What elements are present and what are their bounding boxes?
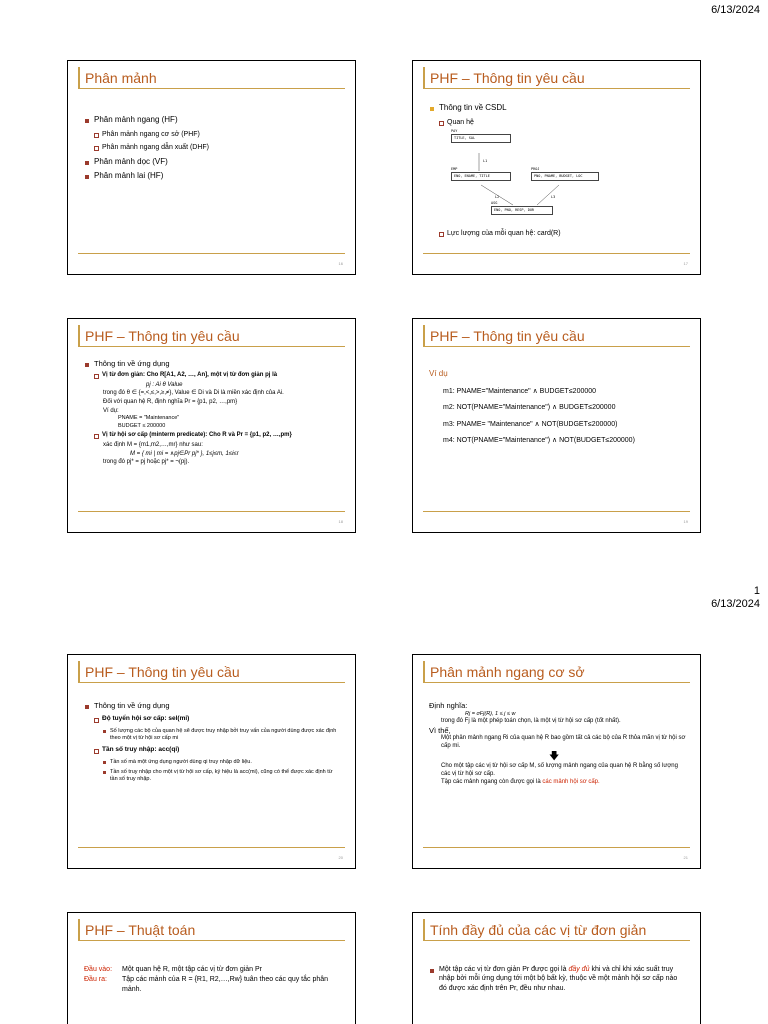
bullet-item: Thông tin về CSDL <box>429 103 686 114</box>
slide-phf-csdl <box>412 60 701 275</box>
relation-pay <box>451 129 511 142</box>
slide-number: 20 <box>338 855 343 860</box>
text-line: Một phân mảnh ngang Ri của quan hệ R bao gồm tất cả các bộ của R thỏa mãn vị từ hội sơ cấp mi. <box>441 735 686 750</box>
output-row <box>84 975 341 994</box>
slide-title-box <box>78 919 345 941</box>
slide-title: Phân mảnh ngang cơ sở <box>430 664 585 680</box>
minterm-line: m3: PNAME= "Maintenance" ∧ NOT(BUDGET≤200000) <box>443 420 618 428</box>
slide-footer-line <box>78 847 345 848</box>
slide-phan-manh <box>67 60 356 275</box>
text-line: trong đó θ ∈ {=,<,≤,>,≥,≠}, Value ∈ Di và Di là miền xác định của Ai. <box>103 390 284 397</box>
page-number: 1 <box>753 585 760 597</box>
slide-content <box>429 701 686 786</box>
input-row <box>84 965 341 974</box>
detail-item: Số lượng các bộ của quan hệ sẽ được truy nhập bởi truy vấn của người dùng được xác định theo một vị từ hội sơ cấp mi <box>102 728 341 743</box>
example-label: Ví dụ <box>429 369 448 378</box>
slide-title-box <box>423 325 690 347</box>
text-part: khi và chỉ khi xác suất truy nhập bởi mỗi ứng dụng tới một bộ bất kỳ, thuộc về một mảnh hội sơ cấp nào đó được xác định trên Pr, đều như nhau. <box>439 966 678 992</box>
detail-item: Tần số truy nhập cho một vị từ hội sơ cấp, ký hiệu là acc(mi), cũng có thể được xác định từ tần số truy nhập. <box>102 769 341 784</box>
slide-title: Phân mảnh <box>85 70 157 86</box>
formula-line: Rj = σFj(R), 1 ≤ j ≤ w <box>465 710 516 717</box>
relation-attrs: PNO, PNAME, BUDGET, LOC <box>531 172 599 181</box>
relation-attrs: TITLE, SAL <box>451 134 511 143</box>
slide-title-box <box>423 661 690 683</box>
bullet-item: Phân mảnh dọc (VF) <box>84 157 341 168</box>
bullet-item: Phân mảnh lai (HF) <box>84 171 341 182</box>
relation-emp <box>451 167 511 180</box>
slide-content <box>84 701 341 787</box>
sub-bullet-item: Lực lượng của mỗi quan hệ: card(R) <box>438 229 686 238</box>
slide-title: PHF – Thông tin yêu cầu <box>430 70 585 86</box>
slide-title-box <box>78 67 345 89</box>
slide-phan-manh-ngang-co-so <box>412 654 701 869</box>
text-line: xác định M = {m1,m2,…,mr} như sau: <box>103 441 203 448</box>
sub-bullet-item: Quan hệ <box>438 118 686 127</box>
slide-phf-thuat-toan <box>67 912 356 1024</box>
slide-title-box <box>78 661 345 683</box>
output-text: Tập các mảnh của R = {R1, R2,…,Rw} tuân theo các quy tắc phân mảnh. <box>122 976 329 993</box>
relation-asg <box>491 201 553 214</box>
schema-diagram <box>451 129 611 229</box>
slide-content <box>429 965 686 997</box>
slide-footer-line <box>423 253 690 254</box>
example-line: PNAME = "Maintenance" <box>118 415 180 422</box>
bullet-item: Thông tin về ứng dụng <box>84 701 341 711</box>
relation-attrs: ENO, ENAME, TITLE <box>451 172 511 181</box>
slide-content <box>84 965 341 994</box>
slide-title: PHF – Thông tin yêu cầu <box>85 664 240 680</box>
relation-proj <box>531 167 599 180</box>
link-label: L1 <box>483 159 488 164</box>
bullet-item: Phân mảnh ngang (HF) <box>84 115 341 126</box>
slide-number: 19 <box>683 519 688 524</box>
slide-title-box <box>423 67 690 89</box>
slide-number: 21 <box>683 855 688 860</box>
slide-content <box>429 369 686 453</box>
minterm-line: m1: PNAME="Maintenance" ∧ BUDGET≤200000 <box>443 387 597 395</box>
slide-footer-line <box>78 253 345 254</box>
sub-bullet-item: Tần số truy nhập: acc(qi) <box>93 746 341 755</box>
text-line: Định nghĩa: <box>429 701 468 710</box>
slide-phf-ung-dung <box>67 318 356 533</box>
slide-footer-line <box>423 847 690 848</box>
slide-title: PHF – Thông tin yêu cầu <box>430 328 585 344</box>
text-part: Tập các mảnh ngang còn được gọi là <box>441 778 541 785</box>
input-label: Đầu vào: <box>84 966 113 973</box>
page-date-middle: 6/13/2024 <box>711 598 760 610</box>
slide-title-box <box>423 919 690 941</box>
text-line: trong đó pj* = pj hoặc pj* = ¬(pj). <box>103 459 190 466</box>
text-line <box>429 779 686 787</box>
slide-number: 17 <box>683 261 688 266</box>
slide-tinh-day-du <box>412 912 701 1024</box>
text-part: Một tập các vị từ đơn giản Pr được gọi là <box>439 966 567 973</box>
highlight-text: các mảnh hội sơ cấp. <box>542 778 600 785</box>
detail-item: Tần số mà một ứng dụng người dùng qi truy nhập dữ liệu. <box>102 759 341 766</box>
text-line: Đối với quan hệ R, định nghĩa Pr = {p1, p2, …,pm} <box>103 398 238 405</box>
minterm-line: m4: NOT(PNAME="Maintenance") ∧ NOT(BUDGET≤200000) <box>443 437 635 445</box>
formula-line: pj : Ai θ Value <box>146 381 183 388</box>
page-date-top: 6/13/2024 <box>711 4 760 16</box>
highlight-text: đầy đủ <box>568 966 590 973</box>
sub-bullet-item: Phân mảnh ngang dẫn xuất (DHF) <box>93 143 341 152</box>
link-label: L2 <box>495 195 500 200</box>
relation-name: ASG <box>491 201 498 206</box>
sub-bullet-item: Độ tuyển hội sơ cấp: sel(mi) <box>93 715 341 724</box>
bullet-item <box>429 965 686 993</box>
example-line: BUDGET ≤ 200000 <box>118 423 166 430</box>
minterm-line: m2: NOT(PNAME="Maintenance") ∧ BUDGET≤200000 <box>443 404 616 412</box>
text-line: Ví dụ: <box>103 407 119 414</box>
output-label: Đầu ra: <box>84 976 107 984</box>
slide-number: 16 <box>338 261 343 266</box>
slide-content <box>429 103 686 243</box>
relation-attrs: ENO, PNO, RESP, DUR <box>491 206 553 215</box>
slide-phf-tan-so <box>67 654 356 869</box>
slide-title-box <box>78 325 345 347</box>
sub-bullet-item: Vị từ đơn giản: Cho R[A1, A2, …, An], một vị từ đơn giản pj là <box>93 371 341 380</box>
slide-footer-line <box>78 511 345 512</box>
text-line: Cho một tập các vị từ hội sơ cấp M, số lượng mảnh ngang của quan hệ R bằng số lượng các vị từ hội sơ cấp. <box>441 763 678 777</box>
slide-footer-line <box>423 511 690 512</box>
text-line: trong đó Fj là một phép toán chọn, là một vị từ hội sơ cấp (tốt nhất). <box>441 717 621 724</box>
slide-title: Tính đầy đủ của các vị từ đơn giản <box>430 922 647 938</box>
slide-number: 18 <box>338 519 343 524</box>
text-line: Vì thế, <box>429 725 451 735</box>
slide-content <box>84 115 341 186</box>
slide-phf-vi-du <box>412 318 701 533</box>
bullet-item: Thông tin về ứng dụng <box>84 359 341 370</box>
sub-bullet-item: Phân mảnh ngang cơ sở (PHF) <box>93 130 341 139</box>
sub-bullet-item: Vị từ hội sơ cấp (minterm predicate): Cho R và Pr = {p1, p2, …,pm} <box>93 431 341 440</box>
input-text: Một quan hệ R, một tập các vị từ đơn giản Pr <box>122 966 263 973</box>
relation-name: PROJ <box>531 167 540 172</box>
arrow-down-icon: 🡇 <box>549 751 560 763</box>
link-label: L3 <box>551 195 556 200</box>
slide-title: PHF – Thông tin yêu cầu <box>85 328 240 344</box>
relation-name: EMP <box>451 167 458 172</box>
formula-line: M = { mi | mi = ∧pj∈Pr pj* }, 1≤j≤m, 1≤i≤r <box>130 450 239 457</box>
slide-content <box>84 359 341 467</box>
slide-title: PHF – Thuật toán <box>85 922 196 938</box>
relation-name: PAY <box>451 129 458 134</box>
